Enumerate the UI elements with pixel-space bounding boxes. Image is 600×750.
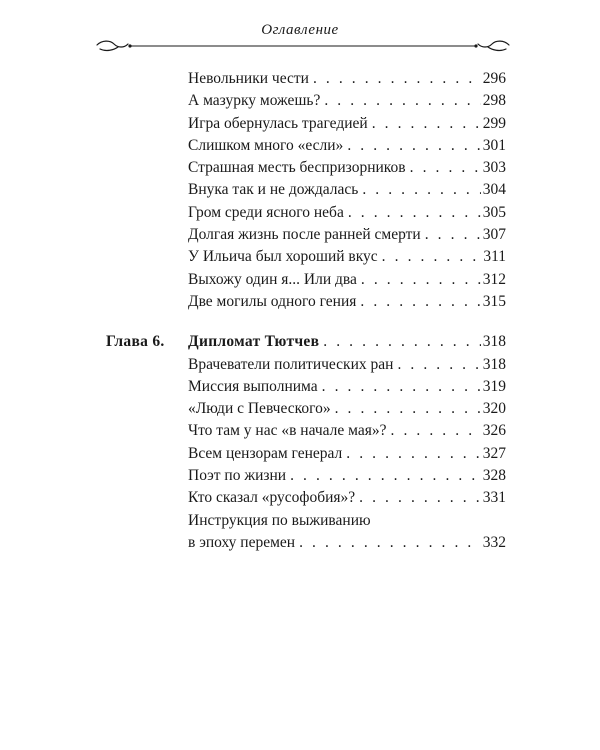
rule-dot-left	[128, 44, 131, 47]
toc-entry-page: 312	[482, 270, 506, 288]
toc-entry-page: 327	[482, 444, 506, 462]
toc-entry-page: 320	[482, 400, 506, 418]
toc-entry[interactable]	[106, 113, 506, 135]
toc-entry[interactable]	[106, 420, 506, 442]
toc-entry-title-line2: в эпоху перемен	[188, 533, 296, 551]
leader-dots	[359, 487, 481, 509]
leader-dots	[290, 465, 481, 487]
leader-dots	[397, 354, 480, 376]
toc-entry-title: Игра обернулась трагедией	[188, 114, 368, 132]
right-flourish	[478, 41, 509, 47]
toc-entry-page: 299	[482, 114, 506, 132]
leader-dots	[425, 224, 481, 246]
toc-entry-title: Две могилы одного гения	[188, 292, 357, 310]
toc-entry-title: А мазурку можешь?	[188, 92, 321, 110]
toc-entry-page: 305	[482, 203, 506, 221]
toc-entry[interactable]	[106, 135, 506, 157]
toc-entry[interactable]	[106, 443, 506, 465]
chapter-label: Глава 6.	[106, 333, 165, 351]
toc-entry-page: 298	[482, 92, 506, 110]
left-flourish-tail	[100, 47, 118, 50]
toc-entry-page: 319	[482, 377, 506, 395]
chapter-entry[interactable]	[106, 331, 506, 353]
right-flourish-tail	[488, 47, 506, 50]
leader-dots	[323, 331, 480, 353]
leader-dots	[362, 179, 480, 201]
toc-entry-page: 318	[482, 355, 506, 373]
toc-entry-page: 301	[482, 136, 506, 154]
left-flourish	[97, 41, 128, 47]
toc-entry[interactable]	[106, 246, 506, 268]
leader-dots	[324, 90, 480, 112]
rule-dot-right	[474, 44, 477, 47]
toc-entry-title: Кто сказал «русофобия»?	[188, 489, 356, 507]
toc-entry[interactable]	[106, 68, 506, 90]
leader-dots	[361, 269, 481, 291]
leader-dots	[382, 246, 482, 268]
toc-entry-page: 307	[482, 226, 506, 244]
toc-entry[interactable]	[106, 354, 506, 376]
toc-entry-page: 315	[482, 292, 506, 310]
toc-entry-title: Невольники чести	[188, 70, 309, 87]
toc-entry-title: «Люди с Певческого»	[188, 400, 331, 418]
toc-entry-page: 304	[482, 181, 506, 199]
ornamental-rule	[94, 36, 512, 56]
toc-entry-title: Гром среди ясного неба	[188, 203, 344, 221]
toc-entry-title: Долгая жизнь после ранней смерти	[188, 226, 421, 244]
toc-entry-title: Слишком много «если»	[188, 136, 344, 154]
table-of-contents	[106, 68, 506, 554]
toc-entry-title: Что там у нас «в начале мая»?	[188, 422, 387, 440]
toc-entry[interactable]	[106, 465, 506, 487]
toc-entry-multiline[interactable]	[106, 510, 506, 555]
toc-entry-page: 328	[482, 467, 506, 485]
toc-entry[interactable]	[106, 90, 506, 112]
toc-entry[interactable]	[106, 398, 506, 420]
toc-entry-page: 296	[482, 70, 506, 87]
leader-dots	[360, 291, 480, 313]
toc-entry-title: Поэт по жизни	[188, 467, 287, 485]
toc-entry-title: Всем цензорам генерал	[188, 444, 343, 462]
toc-entry-title: Миссия выполнима	[188, 377, 318, 395]
toc-entry[interactable]	[106, 179, 506, 201]
toc-entry-title: Выхожу один я... Или два	[188, 270, 357, 288]
toc-entry-page: 331	[482, 489, 506, 507]
toc-entry-page: 311	[483, 248, 506, 266]
toc-entry-title: У Ильича был хороший вкус	[188, 248, 378, 266]
toc-entry-page: 303	[482, 159, 506, 177]
leader-dots	[391, 420, 481, 442]
toc-entry[interactable]	[106, 202, 506, 224]
toc-entry[interactable]	[106, 487, 506, 509]
leader-dots	[335, 398, 481, 420]
leader-dots	[299, 532, 481, 554]
toc-entry-page: 332	[482, 533, 506, 551]
toc-entry-page: 326	[482, 422, 506, 440]
toc-entry[interactable]	[106, 269, 506, 291]
chapter-title: Дипломат Тютчев	[188, 333, 320, 351]
toc-entry-title: Внука так и не дождалась	[188, 181, 359, 199]
leader-dots	[346, 443, 481, 465]
leader-dots	[313, 68, 481, 90]
leader-dots	[410, 157, 481, 179]
toc-entry[interactable]	[106, 157, 506, 179]
leader-dots	[322, 376, 481, 398]
chapter-page: 318	[482, 333, 506, 351]
toc-entry-title: Врачеватели политических ран	[188, 355, 394, 373]
section-gap	[106, 313, 506, 331]
leader-dots	[348, 202, 481, 224]
running-header: Оглавление	[261, 22, 339, 38]
toc-entry-title-line1: Инструкция по выживанию	[188, 511, 371, 529]
toc-entry[interactable]	[106, 291, 506, 313]
toc-entry[interactable]	[106, 376, 506, 398]
leader-dots	[347, 135, 480, 157]
toc-entry[interactable]	[106, 224, 506, 246]
toc-entry-title: Страшная месть беспризорников	[188, 159, 406, 177]
leader-dots	[372, 113, 481, 135]
